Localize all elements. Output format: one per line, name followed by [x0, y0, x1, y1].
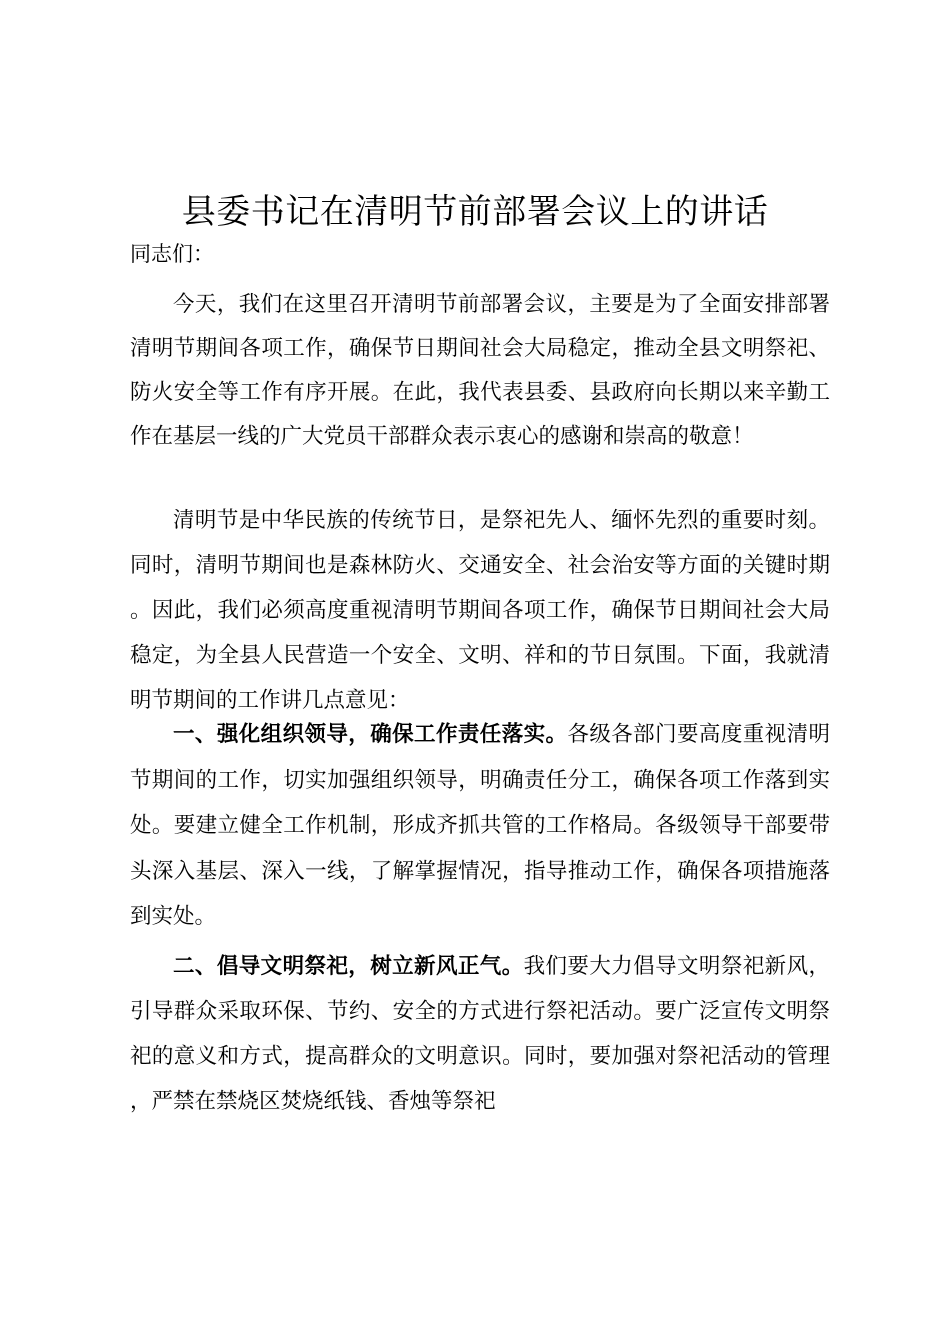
paragraph-text: 各级各部门要高度重视清明节期间的工作，切实加强组织领导，明确责任分工，确保各项工作落到实处。要建立健全工作机制，形成齐抓共管的工作格局。各级领导干部要带头深入基层、深入一线，了解掌握情况，指导推动工作，确保各项措施落到实处。 [130, 722, 830, 929]
document-title: 县委书记在清明节前部署会议上的讲话 [181, 192, 769, 232]
paragraph-section-one [130, 712, 830, 940]
paragraph-background [130, 498, 830, 723]
paragraph-text: 今天，我们在这里召开清明节前部署会议，主要是为了全面安排部署清明节期间各项工作，确保节日期间社会大局稳定，推动全县文明祭祀、防火安全等工作有序开展。在此，我代表县委、县政府向长期以来辛勤工作在基层一线的广大党员干部群众表示衷心的感谢和崇高的敬意！ [130, 292, 830, 449]
paragraph-section-two [130, 944, 830, 1124]
paragraph-text: 清明节是中华民族的传统节日，是祭祀先人、缅怀先烈的重要时刻。同时，清明节期间也是森林防火、交通安全、社会治安等方面的关键时期。因此，我们必须高度重视清明节期间各项工作，确保节日期间社会大局稳定，为全县人民营造一个安全、文明、祥和的节日氛围。下面，我就清明节期间的工作讲几点意见： [130, 508, 830, 713]
paragraph-text: 我们要大力倡导文明祭祀新风，引导群众采取环保、节约、安全的方式进行祭祀活动。要广泛宣传文明祭祀的意义和方式，提高群众的文明意识。同时，要加强对祭祀活动的管理，严禁在禁烧区焚烧纸钱、香烛等祭祀 [130, 954, 830, 1114]
section-heading-two: 二、倡导文明祭祀，树立新风正气。 [173, 954, 524, 979]
paragraph-opening [130, 283, 830, 459]
salutation: 同志们： [130, 242, 214, 266]
section-heading-one: 一、强化组织领导，确保工作责任落实。 [173, 722, 568, 747]
